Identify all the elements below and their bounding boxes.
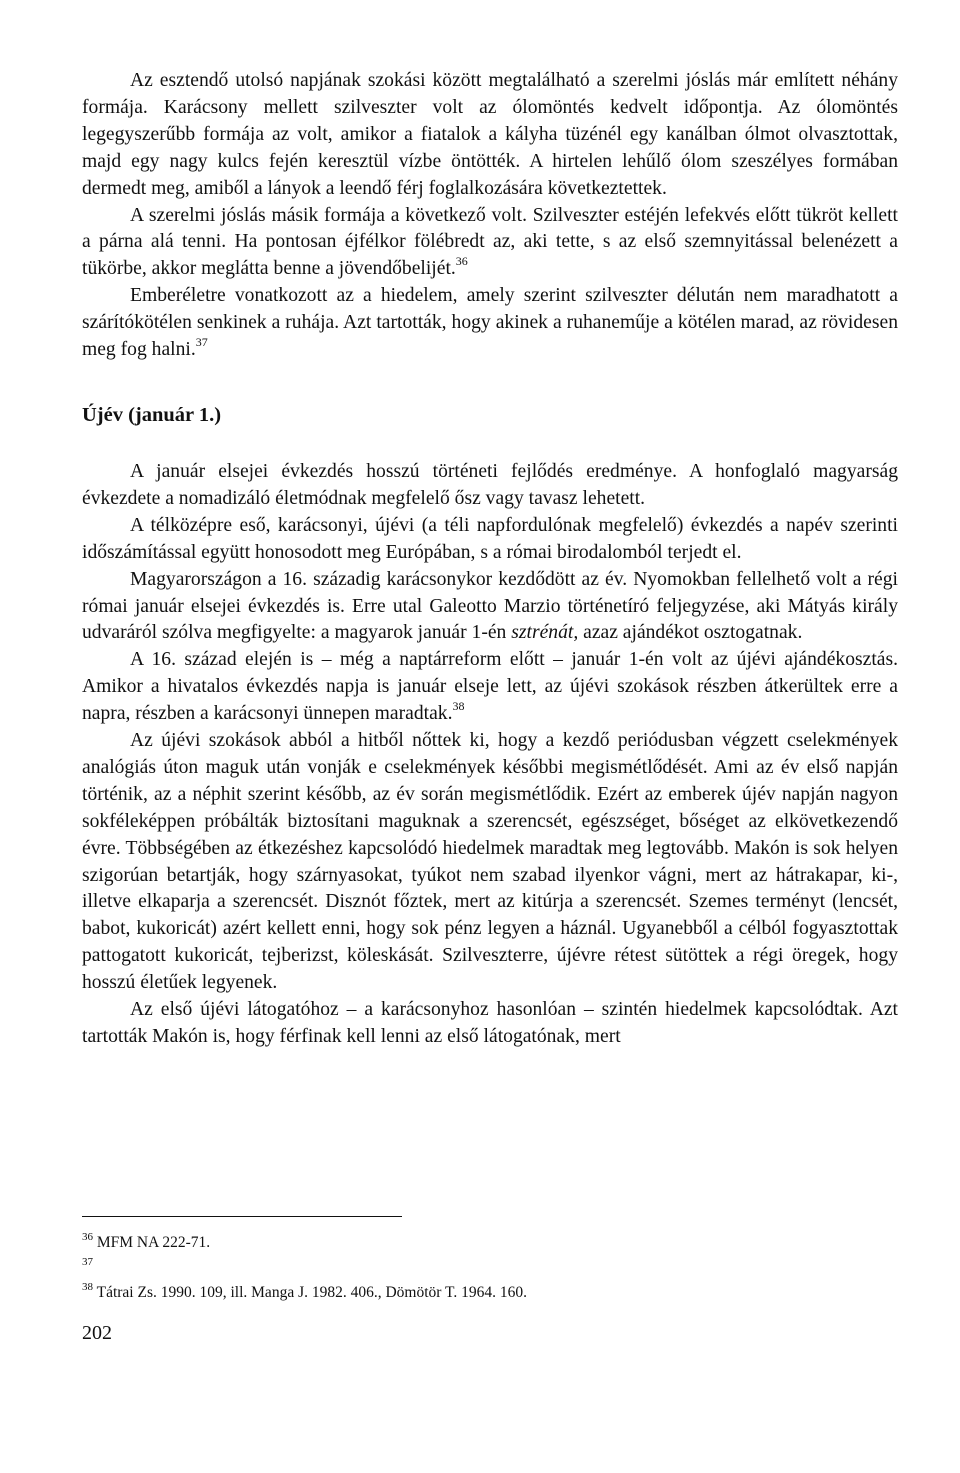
footnote-text: Tátrai Zs. 1990. 109, ill. Manga J. 1982. 406., Dömötör T. 1964. 160. [96,1284,527,1301]
paragraph-telkozep: A télközépre eső, karácsonyi, újévi (a téli napfordulónak megfelelő) évkezdés a napév szerinti időszámítással együtt honosodott meg Európában, s a római birodalomból terjedt el. [82,514,898,563]
paragraph-latogato: Az első újévi látogatóhoz – a karácsonyhoz hasonlóan – szintén hiedelmek kapcsolódtak. Azt tartották Makón is, hogy férfinak kell lenni az első látogatónak, mert [82,999,898,1047]
paragraph-ruha [82,283,898,364]
paragraph-magyarorszag [82,567,898,648]
page-number: 202 [82,1322,112,1344]
footnote-number: 36 [82,1231,93,1243]
paragraph-text: azaz ajándékot osztogatnak. [578,622,803,644]
body-text [82,68,898,1051]
footnote-ref-37[interactable]: 37 [195,335,208,350]
paragraph-szokasok: Az újévi szokások abból a hitből nőttek ki, hogy a kezdő periódusban végzett cselekmények analógiás úton maguk után vonják e cselekmények későbbi megismétlődését. Ami az év első napján történik, az a néphit szerint később, az év során megismétlődik. Ezért az emberek újév napján nagyon sokféleképpen próbálták biztosítani maguknak a szerencsét, egészséget, bőséget az elkövetkezendő évre. Többségében az étkezéshez kapcsolódó hiedelmek maradtak meg legtovább. Makón is sok helyen szigorúan betartják, hogy szárnyasokat, tyúkot nem szabad ilyenkor vágni, mert az hátrakapar, ki-, illetve elkaparja a szerencsét. Disznót főztek, mert az kitúrja a szerencsét. Szemes terményt (lencsét, babot, kukoricát) azért kellett enni, hogy sok pénz legyen a háznál. Ugyanebből a célból fogyasztottak pattogatott kukoricát, tejberizst, köleskását. Szilveszterre, újévre rétest sütöttek a régi öregek, hogy hosszú életűek legyenek. [82,730,898,994]
italic-term: sztrénát, [511,622,579,644]
paragraph-tukor [82,203,898,284]
footnote-number: 38 [82,1281,93,1293]
section-heading: Újév (január 1.) [82,403,222,426]
footnote-number: 37 [82,1256,93,1268]
footnote-36 [82,1230,898,1255]
paragraph-text: Magyarországon a 16. századig karácsonykor kezdődött az év. Nyomokban fellelhető volt a régi római január elsejei évkezdés is. Erre utal Galeotto Marzio történetíró feljegyzése, aki Mátyás király udvaráról szólva megfigyelte: a magyarok január 1-én [82,568,898,644]
paragraph-text: A 16. század elején is – még a naptárreform előtt – január 1-én volt az újévi ajándékosztás. Amikor a hivatalos évkezdés napja is január elseje lett, az újévi szokások részben átkerültek erre a napra, részben a karácsonyi ünnepen maradtak. [82,649,898,725]
footnotes [82,1230,898,1305]
footnote-text: MFM NA 222-71. [96,1234,211,1251]
footnote-38 [82,1280,898,1305]
paragraph-ajandekosztas [82,647,898,728]
paragraph-text: Emberéletre vonatkozott az a hiedelem, amely szerint szilveszter délután nem maradhatott a szárítókötélen senkinek a ruhája. Azt tartották, hogy akinek a ruhaneműje a kötélen marad, az rövidesen meg fog halni. [82,285,898,361]
footnote-37 [82,1255,898,1280]
footnote-divider [82,1216,402,1217]
paragraph-evkezdes: A január elsejei évkezdés hosszú történeti fejlődés eredménye. A honfoglaló magyarság évkezdete a nomadizáló életmódnak megfelelő ősz vagy tavasz lehetett. [82,460,898,509]
paragraph-text: A szerelmi jóslás másik formája a következő volt. Szilveszter estéjén lefekvés előtt tükröt kellett a párna alá tenni. Ha pontosan éjfélkor fölébredt az, aki tette, s az első szemnyitással belenézett a tükörbe, akkor meglátta benne a jövendőbelijét. [82,204,898,280]
footnote-ref-36[interactable]: 36 [455,254,468,269]
footnote-ref-38[interactable]: 38 [452,699,465,714]
paragraph-ólomöntés: Az esztendő utolsó napjának szokási között megtalálható a szerelmi jóslás már említett néhány formája. Karácsony mellett szilveszter volt az ólomöntés kedvelt időpontja. Az ólomöntés legegyszerűbb formája az volt, amikor a fiatalok a kályha tüzénél egy kanálban ólmot olvasztottak, majd egy nagy kulcs fején keresztül vízbe öntötték. A hirtelen lehűlő ólom szeszélyes formában dermedt meg, amiből a lányok a leendő férj foglalkozására következtettek. [82,70,898,199]
